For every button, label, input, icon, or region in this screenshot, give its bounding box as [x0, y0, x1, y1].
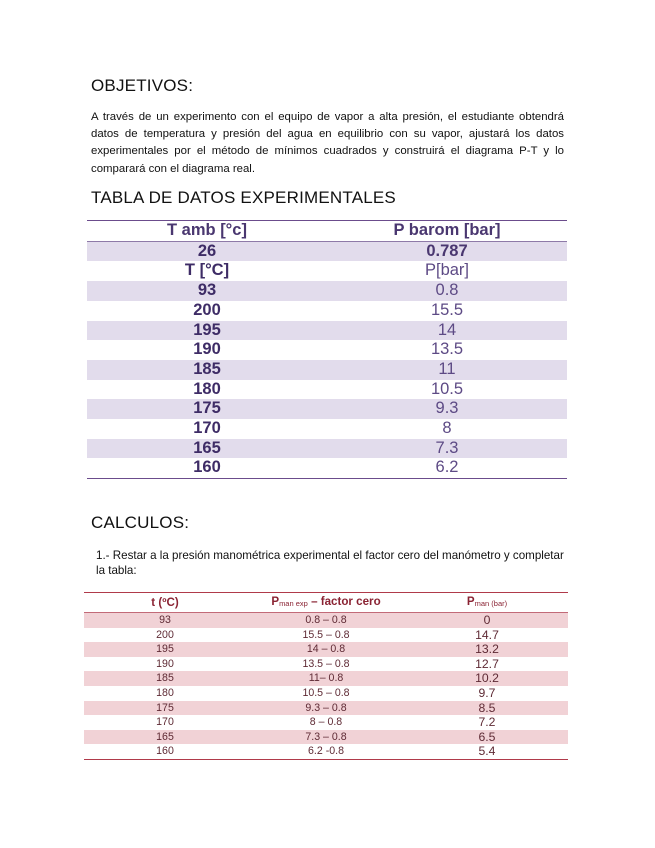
objetivos-heading: OBJETIVOS: [91, 76, 194, 95]
ambient-row [87, 241, 567, 261]
header-expression-subscript: man exp [279, 599, 308, 608]
pressure-cell: 15.5 [430, 300, 464, 319]
header-pman-subscript: man (bar) [474, 599, 508, 608]
calculation-row [84, 657, 568, 672]
header-pman-symbol: P [466, 595, 475, 608]
experimental-row [87, 281, 567, 301]
barometric-pressure: 0.787 [327, 241, 567, 261]
calculos-instruction: 1.- Restar a la presión manométrica experimental el factor cero del manómetro y completar la tabla: [96, 549, 564, 577]
temperature-cell: 185 [84, 671, 246, 686]
temperature-cell: 160 [193, 458, 221, 477]
subheader-temperature: T [°C] [184, 261, 230, 280]
temperature-cell: 200 [156, 628, 174, 641]
temperature-cell: 170 [193, 419, 221, 438]
temperature-cell: 175 [84, 701, 246, 716]
temperature-cell: 185 [87, 360, 327, 380]
calculation-row [84, 744, 568, 759]
calculation-row [84, 686, 568, 701]
temperature-cell: 93 [87, 281, 327, 301]
experimental-row [87, 321, 567, 341]
expression-cell: 6.2 -0.8 [308, 745, 344, 758]
expression-cell: 15.5 – 0.8 [302, 628, 350, 641]
experimental-data-table [87, 220, 567, 479]
expression-cell: 13.5 – 0.8 [302, 657, 350, 670]
calculation-table [84, 592, 568, 760]
temperature-cell: 93 [84, 613, 246, 628]
pressure-cell: 10.5 [430, 379, 464, 398]
pman-cell: 10.2 [406, 671, 568, 686]
pman-cell: 12.7 [475, 656, 499, 671]
calculation-row [84, 730, 568, 745]
pman-cell: 6.5 [406, 730, 568, 745]
pman-cell: 8.5 [406, 701, 568, 716]
temperature-cell: 195 [87, 321, 327, 341]
experimental-row [87, 399, 567, 419]
header-t-amb: T amb [°c] [87, 221, 327, 242]
temperature-cell: 170 [156, 716, 174, 729]
header-expression-symbol: P [271, 595, 280, 608]
expression-cell: 8 – 0.8 [309, 716, 343, 729]
expression-cell: 14 – 0.8 [246, 642, 406, 657]
pressure-cell: 7.3 [327, 439, 567, 459]
calculation-row [84, 628, 568, 643]
ambient-temperature: 26 [87, 241, 327, 261]
subheader-pressure: P[bar] [424, 261, 470, 280]
experimental-table-header [87, 221, 567, 242]
pman-cell: 5.4 [478, 744, 496, 759]
expression-cell: 10.5 – 0.8 [302, 686, 350, 699]
pressure-cell: 13.5 [430, 340, 464, 359]
pressure-cell: 9.3 [327, 399, 567, 419]
experimental-row [87, 419, 567, 439]
objetivos-paragraph: A través de un experimento con el equipo de vapor a alta presión, el estudiante obtendrá datos de temperatura y presión del agua en equilibrio con su vapor, ajustará los datos experimentales por el método de mínimos cuadrados y construirá el diagrama P-T y lo comparará con el diagrama real. [91, 111, 564, 175]
temperature-cell: 165 [87, 439, 327, 459]
temperature-cell: 190 [156, 657, 174, 670]
expression-cell: 9.3 – 0.8 [246, 701, 406, 716]
experimental-row [87, 380, 567, 400]
header-temperature: t (ºC) [84, 593, 246, 613]
pman-cell: 14.7 [475, 627, 499, 642]
expression-cell: 7.3 – 0.8 [246, 730, 406, 745]
pressure-cell: 0.8 [327, 281, 567, 301]
temperature-cell: 175 [87, 399, 327, 419]
header-expression-rest: – factor cero [307, 595, 381, 608]
temperature-cell: 190 [193, 340, 221, 359]
pman-cell: 0 [406, 613, 568, 628]
experimental-row [87, 340, 567, 360]
pressure-cell: 6.2 [435, 458, 459, 477]
pressure-cell: 11 [327, 360, 567, 380]
tabla-heading: TABLA DE DATOS EXPERIMENTALES [91, 188, 396, 207]
subheader-row [87, 261, 567, 281]
temperature-cell: 160 [156, 745, 174, 758]
calculation-row [84, 613, 568, 628]
calculation-row [84, 671, 568, 686]
pman-cell: 7.2 [478, 715, 496, 730]
header-p-barom: P barom [bar] [327, 221, 567, 242]
calculos-heading: CALCULOS: [91, 513, 190, 532]
calculation-table-header [84, 593, 568, 613]
pressure-cell: 8 [442, 419, 452, 438]
temperature-cell: 180 [156, 686, 174, 699]
expression-cell: 0.8 – 0.8 [246, 613, 406, 628]
calculation-row [84, 715, 568, 730]
experimental-row [87, 458, 567, 478]
pman-cell: 13.2 [406, 642, 568, 657]
expression-cell: 11– 0.8 [246, 671, 406, 686]
pman-cell: 9.7 [478, 685, 496, 700]
calculation-row [84, 701, 568, 716]
temperature-cell: 195 [84, 642, 246, 657]
temperature-cell: 180 [193, 379, 221, 398]
calculation-row [84, 642, 568, 657]
temperature-cell: 165 [84, 730, 246, 745]
pressure-cell: 14 [327, 321, 567, 341]
temperature-cell: 200 [193, 300, 221, 319]
experimental-row [87, 301, 567, 321]
experimental-row [87, 360, 567, 380]
header-pman [406, 593, 568, 613]
experimental-row [87, 439, 567, 459]
header-expression [246, 593, 406, 613]
